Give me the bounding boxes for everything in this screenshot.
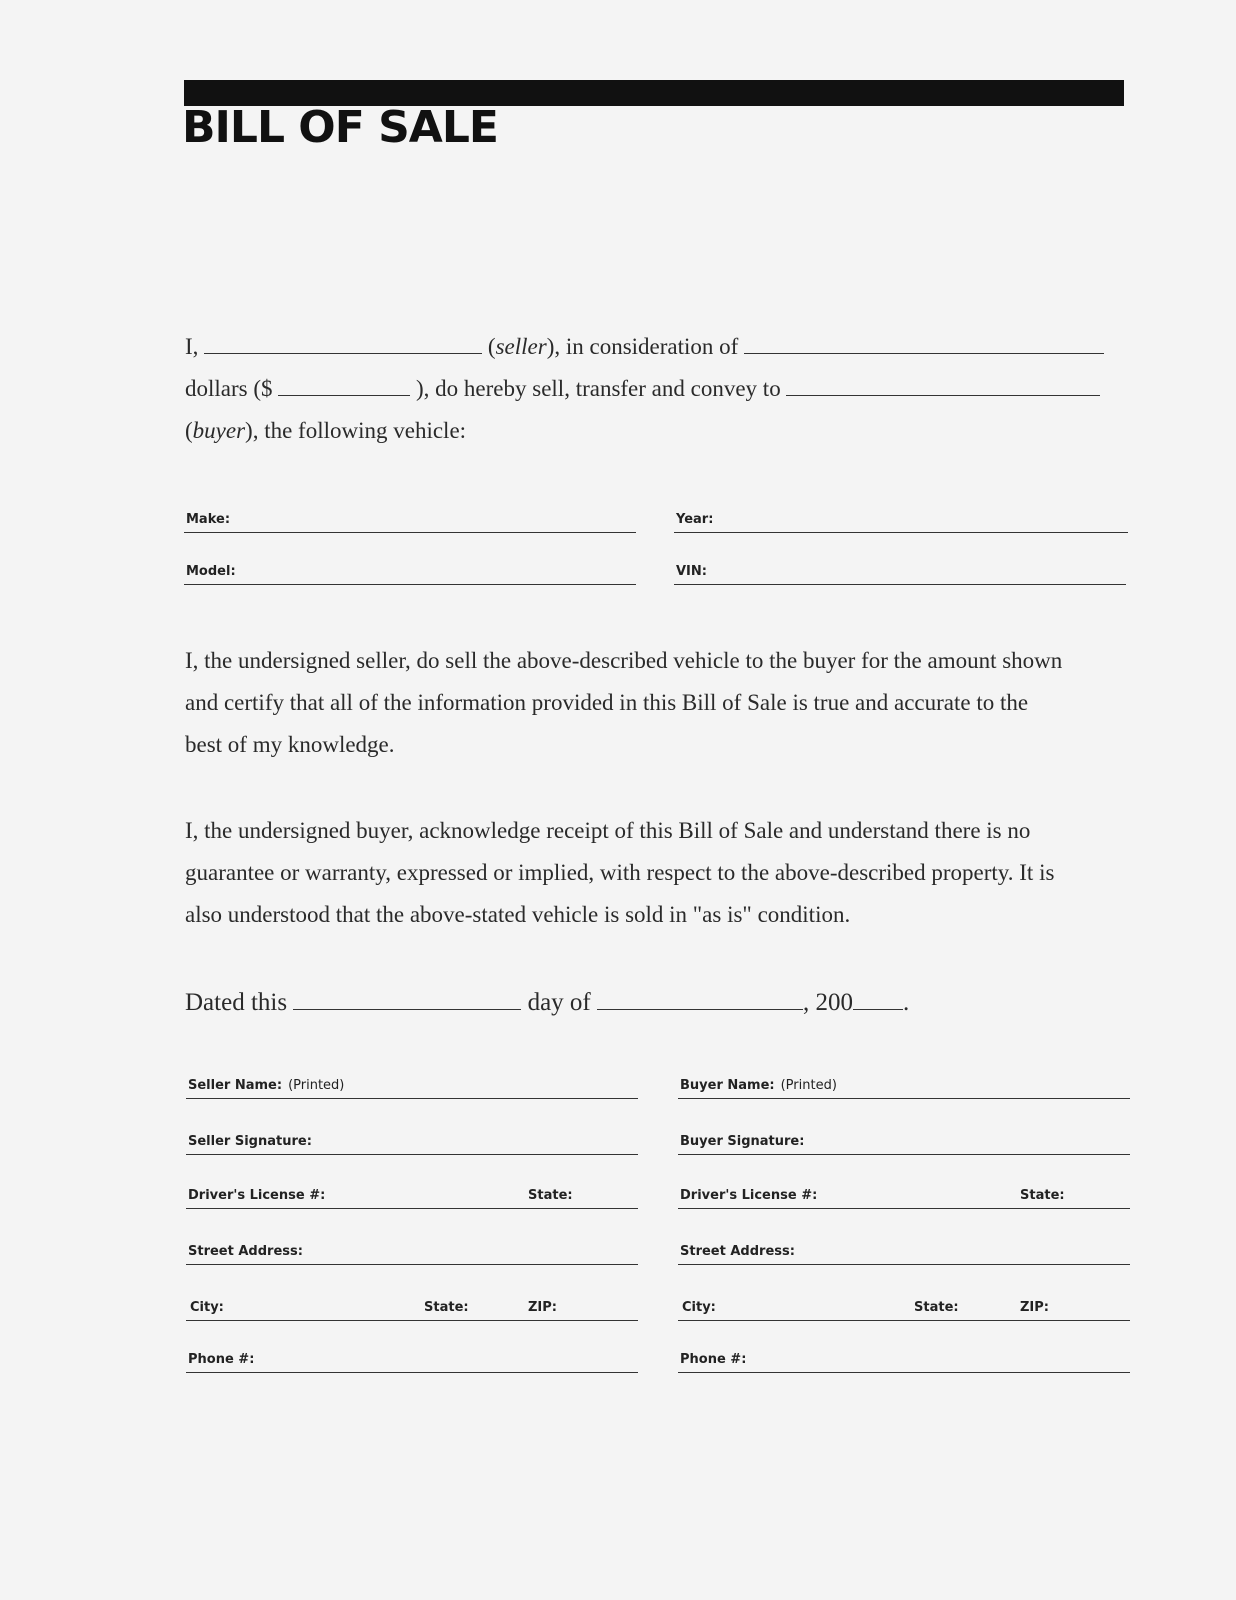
buyer-state-label: State: [914, 1300, 959, 1315]
model-label: Model: [186, 564, 236, 579]
buyer-name-blank[interactable] [786, 372, 1100, 396]
seller-city-label: City: [190, 1300, 224, 1315]
seller-phone-label: Phone #: [188, 1352, 255, 1367]
buyer-name-field[interactable] [678, 1076, 1130, 1099]
buyer-city-field[interactable] [678, 1298, 1130, 1321]
buyer-statement-line: I, the undersigned buyer, acknowledge receipt of this Bill of Sale and understand there is no [185, 818, 1031, 843]
seller-statement-line: best of my knowledge. [185, 732, 395, 757]
buyer-name-note: (Printed) [780, 1078, 837, 1093]
dated-day-of: day of [527, 989, 591, 1016]
buyer-phone-label: Phone #: [680, 1352, 747, 1367]
page-title: BILL OF SALE [182, 102, 498, 153]
seller-statement-line: and certify that all of the information provided in this Bill of Sale is true and accurate to the [185, 690, 1029, 715]
seller-city-field[interactable] [186, 1298, 638, 1321]
dollar-amount-blank[interactable] [278, 372, 410, 396]
buyer-statement-line: also understood that the above-stated vehicle is sold in "as is" condition. [185, 902, 851, 927]
buyer-label: buyer [192, 418, 246, 443]
seller-state-label: State: [424, 1300, 469, 1315]
seller-name-field[interactable] [186, 1076, 638, 1099]
year-field[interactable] [674, 510, 1128, 533]
intro-line-2-mid: ), do hereby sell, transfer and convey to [416, 376, 781, 401]
buyer-zip-label: ZIP: [1020, 1300, 1049, 1315]
seller-street-field[interactable] [186, 1242, 638, 1265]
buyer-signature-label: Buyer Signature: [680, 1134, 805, 1149]
buyer-statement [185, 810, 1054, 936]
seller-license-field[interactable] [186, 1186, 638, 1209]
make-label: Make: [186, 512, 231, 527]
intro-line-1-start: I, [185, 334, 199, 359]
intro-line-3-end: ), the following vehicle: [245, 418, 467, 443]
seller-label: seller [495, 334, 547, 359]
day-blank[interactable] [293, 984, 521, 1010]
intro-line-1-mid: ), in consideration of [546, 334, 739, 359]
buyer-name-label [680, 1078, 837, 1093]
buyer-street-field[interactable] [678, 1242, 1130, 1265]
vin-label: VIN: [676, 564, 707, 579]
buyer-name-label-text: Buyer Name: [680, 1078, 775, 1093]
seller-license-label: Driver's License #: [188, 1188, 326, 1203]
buyer-city-label: City: [682, 1300, 716, 1315]
seller-name-note: (Printed) [288, 1078, 345, 1093]
consideration-amount-blank[interactable] [744, 330, 1104, 354]
seller-name-label-text: Seller Name: [188, 1078, 283, 1093]
month-blank[interactable] [597, 984, 803, 1010]
buyer-street-label: Street Address: [680, 1244, 795, 1259]
year-blank[interactable] [853, 984, 903, 1010]
model-field[interactable] [184, 562, 636, 585]
seller-street-label: Street Address: [188, 1244, 303, 1259]
seller-statement-line: I, the undersigned seller, do sell the above-described vehicle to the buyer for the amount shown [185, 648, 1063, 673]
buyer-statement-line: guarantee or warranty, expressed or implied, with respect to the above-described property. It is [185, 860, 1055, 885]
seller-phone-field[interactable] [186, 1350, 638, 1373]
buyer-license-state-label: State: [1020, 1188, 1065, 1203]
seller-zip-label: ZIP: [528, 1300, 557, 1315]
seller-name-label [188, 1078, 344, 1093]
seller-statement [185, 640, 1062, 766]
intro-line-3: (buyer), the following vehicle: [185, 418, 467, 443]
seller-license-state-label: State: [528, 1188, 573, 1203]
vin-field[interactable] [674, 562, 1126, 585]
seller-signature-field[interactable] [186, 1132, 638, 1155]
dated-line [185, 982, 909, 1024]
buyer-phone-field[interactable] [678, 1350, 1130, 1373]
buyer-license-label: Driver's License #: [680, 1188, 818, 1203]
make-field[interactable] [184, 510, 636, 533]
dated-start: Dated this [185, 989, 288, 1016]
buyer-signature-field[interactable] [678, 1132, 1130, 1155]
seller-name-blank[interactable] [204, 330, 482, 354]
intro-line-2 [185, 368, 1100, 410]
intro-line-2-start: dollars ($ [185, 376, 273, 401]
dated-end: . [903, 989, 910, 1016]
seller-signature-label: Seller Signature: [188, 1134, 312, 1149]
intro-line-1: I, (seller), in consideration of [185, 326, 1104, 368]
year-label: Year: [676, 512, 714, 527]
dated-year-prefix: , 200 [803, 989, 853, 1016]
buyer-license-field[interactable] [678, 1186, 1130, 1209]
